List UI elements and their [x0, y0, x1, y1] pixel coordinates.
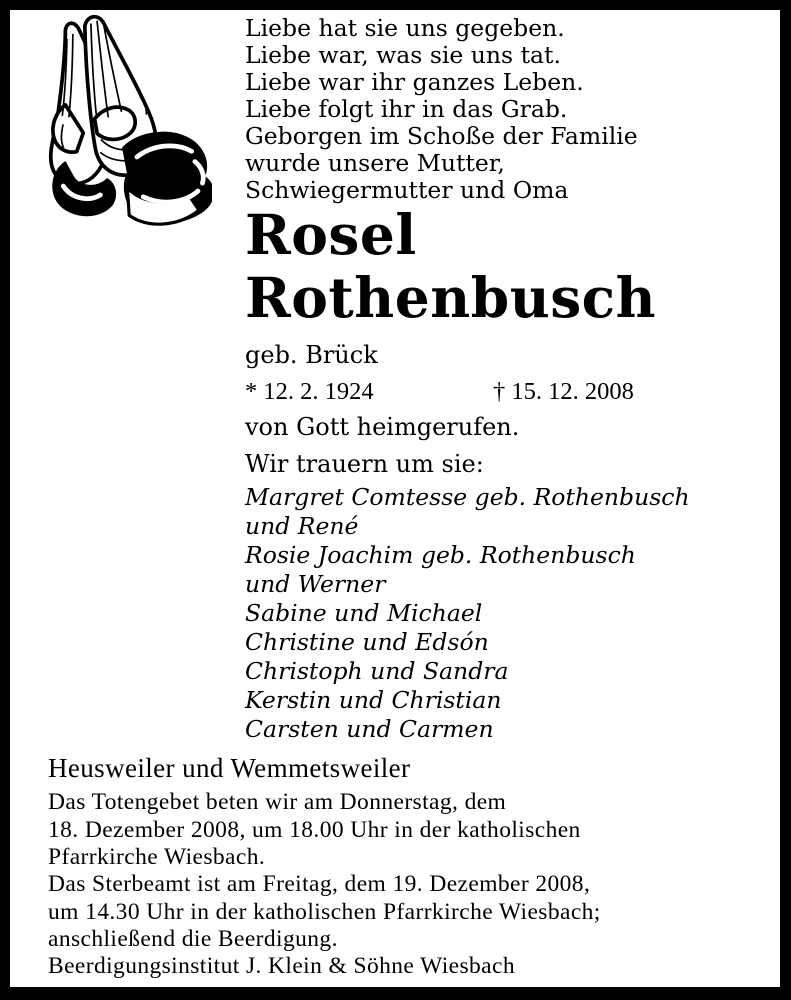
praying-hands-image: [32, 10, 212, 238]
requiem-paragraph: [48, 871, 601, 954]
places-line: Heusweiler und Wemmetsweiler: [48, 753, 411, 783]
mourner-line: Margret Comtesse geb. Rothenbusch: [245, 483, 690, 511]
poem-line: Liebe war, was sie uns tat.: [245, 41, 561, 69]
called-home-line: von Gott heimgerufen.: [245, 413, 520, 441]
mourning-intro: Wir trauern um sie:: [245, 450, 484, 478]
mourner-line: und Werner: [245, 570, 386, 598]
funeral-home-line: Beerdigungsinstitut J. Klein & Söhne Wiesbach: [48, 953, 515, 979]
mourner-line: Sabine und Michael: [245, 599, 483, 627]
mourner-line: Christine und Edsón: [245, 628, 489, 656]
mourners-list: [245, 483, 690, 744]
requiem-line: Das Sterbeamt ist am Freitag, dem 19. Dezember 2008,: [48, 871, 591, 897]
prayer-service-line: Das Totengebet beten wir am Donnerstag, dem: [48, 789, 507, 815]
mourner-line: und René: [245, 512, 359, 540]
memorial-poem: [245, 15, 638, 204]
mourner-line: Rosie Joachim geb. Rothenbusch: [245, 541, 636, 569]
poem-line: Liebe folgt ihr in das Grab.: [245, 95, 568, 123]
mourner-line: Kerstin und Christian: [245, 686, 502, 714]
prayer-service-line: Pfarrkirche Wiesbach.: [48, 844, 266, 870]
praying-hands-icon: [32, 10, 212, 238]
requiem-line: um 14.30 Uhr in der katholischen Pfarrkirche Wiesbach;: [48, 898, 601, 925]
intro-line: wurde unsere Mutter,: [245, 149, 505, 177]
intro-line: Schwiegermutter und Oma: [245, 176, 569, 204]
maiden-name: geb. Brück: [245, 341, 378, 369]
birth-date: * 12. 2. 1924: [245, 378, 374, 405]
requiem-line: anschließend die Beerdigung.: [48, 926, 338, 952]
death-date: † 15. 12. 2008: [493, 378, 634, 405]
prayer-service-line: 18. Dezember 2008, um 18.00 Uhr in der katholischen: [48, 816, 581, 843]
poem-line: Liebe war ihr ganzes Leben.: [245, 68, 584, 96]
deceased-last-name: Rothenbusch: [245, 265, 657, 330]
intro-line: Geborgen im Schoße der Familie: [245, 122, 638, 150]
prayer-service-paragraph: [48, 789, 581, 872]
deceased-name: [245, 203, 656, 329]
poem-line: Liebe hat sie uns gegeben.: [245, 14, 565, 42]
deceased-first-name: Rosel: [245, 202, 417, 267]
mourner-line: Carsten und Carmen: [245, 715, 494, 743]
mourner-line: Christoph und Sandra: [245, 657, 509, 685]
life-dates: [245, 376, 634, 408]
